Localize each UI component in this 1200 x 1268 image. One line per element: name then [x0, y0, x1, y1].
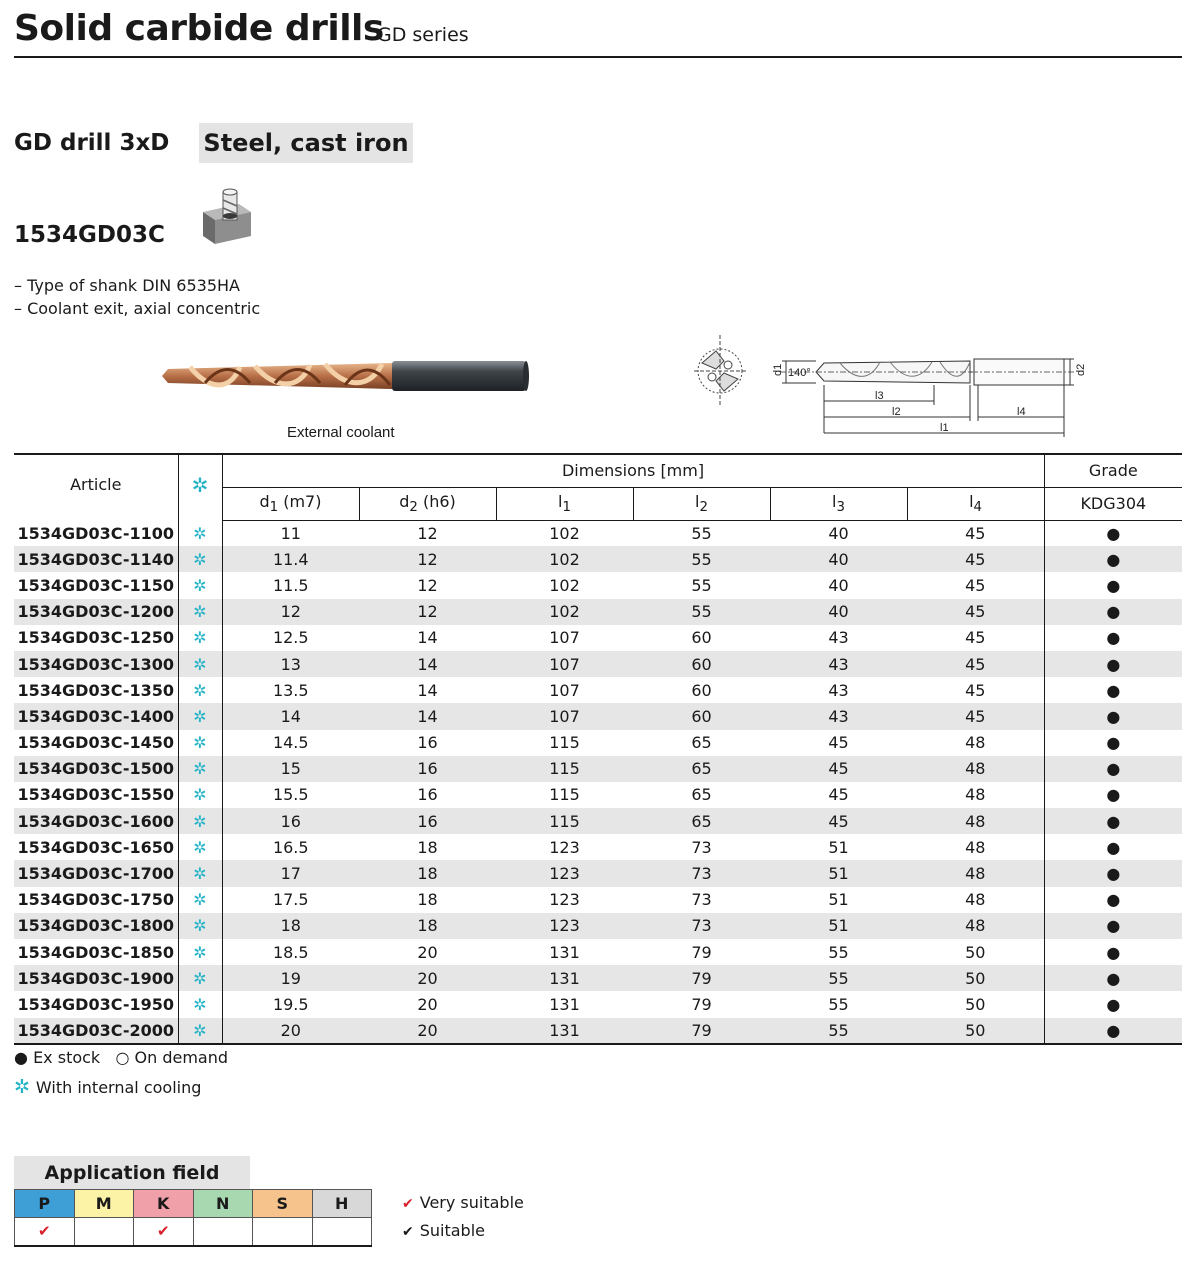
grade-availability-cell: ●: [1106, 890, 1121, 910]
internal-cooling-icon: ✲: [178, 651, 222, 677]
table-row: [14, 834, 1182, 860]
material-group-s-mark: [253, 1218, 313, 1246]
l3-cell: 51: [770, 913, 907, 939]
dim-d2-label: d2: [1075, 363, 1087, 376]
l1-cell: 123: [549, 890, 580, 910]
internal-cooling-icon: ✲: [178, 939, 222, 965]
l2-cell: 65: [691, 785, 712, 805]
d2-cell: 20: [417, 994, 438, 1014]
article-cell: 1534GD03C-1300: [14, 651, 178, 677]
d2-cell: 12: [359, 599, 496, 625]
material-group-n-mark: [193, 1218, 253, 1246]
internal-cooling-label: With internal cooling: [35, 1078, 202, 1097]
d1-cell: 15: [222, 756, 359, 782]
grade-availability-cell: ●: [1044, 599, 1182, 625]
d2-cell: 16: [417, 785, 438, 805]
material-group-h: H: [312, 1190, 372, 1218]
l4-cell: 45: [907, 520, 1044, 546]
l1-cell: 115: [496, 808, 633, 834]
material-group-h-mark: [312, 1218, 372, 1246]
l1-cell: 123: [496, 860, 633, 886]
internal-cooling-icon: ✲: [178, 546, 222, 572]
d1-cell: 16: [222, 808, 359, 834]
d1-cell: 19: [222, 965, 359, 991]
table-row: [14, 887, 1182, 913]
l2-cell: 55: [691, 575, 712, 595]
grade-availability-cell: ●: [1106, 837, 1121, 857]
stock-legend: [14, 1048, 228, 1067]
l4-cell: 45: [907, 599, 1044, 625]
article-cell: 1534GD03C-1500: [14, 756, 178, 782]
article-cell: 1534GD03C-1100: [14, 520, 178, 546]
l4-cell: 48: [907, 913, 1044, 939]
d1-cell: 18.5: [272, 942, 309, 962]
l2-cell: 65: [691, 733, 712, 753]
l1-cell: 102: [496, 546, 633, 572]
table-row: [14, 625, 1182, 651]
dim-d1-label: d1: [772, 363, 784, 376]
l4-cell: 48: [907, 887, 1044, 913]
d1-cell: 18: [222, 913, 359, 939]
cooling-legend: [14, 1076, 201, 1098]
grade-availability-cell: ●: [1106, 785, 1121, 805]
l1-cell: 131: [549, 942, 580, 962]
drill-end-view: [694, 335, 746, 407]
grade-availability-cell: ●: [1106, 994, 1121, 1014]
material-group-p-mark: ✔: [15, 1218, 75, 1246]
l2-cell: 79: [633, 1018, 770, 1044]
l2-cell: 73: [691, 890, 712, 910]
article-cell: 1534GD03C-1140: [14, 546, 178, 572]
article-cell: 1534GD03C-1200: [14, 599, 178, 625]
article-cell: 1534GD03C-1450: [14, 730, 178, 756]
article-cell: 1534GD03C-1250: [14, 625, 178, 651]
l3-cell: 40: [828, 523, 849, 543]
table-row: [14, 939, 1182, 965]
table-row: [14, 756, 1182, 782]
internal-cooling-icon: ✲: [178, 991, 222, 1017]
suitable-legend: [402, 1221, 485, 1240]
l2-cell: 65: [633, 808, 770, 834]
d1-cell: 12: [222, 599, 359, 625]
internal-cooling-icon: ✲: [178, 756, 222, 782]
d2-cell: 14: [417, 680, 438, 700]
application-field-title: Application field: [14, 1156, 250, 1189]
d2-cell: 18: [359, 860, 496, 886]
l4-cell: 45: [907, 572, 1044, 598]
grade-availability-cell: ●: [1044, 546, 1182, 572]
d1-cell: 15.5: [272, 785, 309, 805]
l3-cell: 51: [828, 837, 849, 857]
l1-cell: 115: [496, 756, 633, 782]
l4-cell: 48: [907, 730, 1044, 756]
l4-cell: 45: [907, 703, 1044, 729]
d1-cell: 12.5: [272, 628, 309, 648]
internal-cooling-icon: ✲: [178, 913, 222, 939]
article-cell: 1534GD03C-2000: [14, 1018, 178, 1044]
photo-caption: External coolant: [287, 424, 395, 441]
l1-cell: 131: [496, 1018, 633, 1044]
l4-cell: 45: [907, 677, 1044, 703]
internal-cooling-icon: ✲: [178, 887, 222, 913]
internal-cooling-icon: ✲: [178, 808, 222, 834]
grade-header: Grade: [1044, 454, 1182, 487]
grade-availability-cell: ●: [1044, 756, 1182, 782]
red-check-icon: ✔: [402, 1196, 414, 1212]
l2-cell: 60: [633, 703, 770, 729]
l3-cell: 43: [828, 628, 849, 648]
drill-image: [160, 355, 532, 399]
l4-cell: 50: [907, 1018, 1044, 1044]
grade-availability-cell: ●: [1044, 860, 1182, 886]
l1-cell: 123: [549, 837, 580, 857]
internal-cooling-icon: ✲: [178, 730, 222, 756]
d1-cell: 19.5: [272, 994, 309, 1014]
article-code: 1534GD03C: [14, 222, 165, 248]
d2-cell: 16: [359, 808, 496, 834]
col-l2: $l_2$: [633, 487, 770, 520]
table-row: [14, 572, 1182, 598]
material-group-n: N: [193, 1190, 253, 1218]
material-group-k-mark: ✔: [134, 1218, 194, 1246]
l3-cell: 55: [828, 942, 849, 962]
d2-cell: 18: [417, 890, 438, 910]
l1-cell: 102: [496, 599, 633, 625]
article-cell: 1534GD03C-1950: [14, 991, 178, 1017]
l3-cell: 45: [828, 785, 849, 805]
table-row: [14, 730, 1182, 756]
article-cell: 1534GD03C-1350: [14, 677, 178, 703]
grade-availability-cell: ●: [1044, 1018, 1182, 1044]
d1-cell: 13.5: [272, 680, 309, 700]
l4-cell: 45: [907, 651, 1044, 677]
l4-cell: 45: [907, 625, 1044, 651]
page-header: [14, 6, 1182, 58]
article-cell: 1534GD03C-1800: [14, 913, 178, 939]
d2-cell: 18: [417, 837, 438, 857]
material-badge: Steel, cast iron: [199, 123, 413, 163]
article-cell: 1534GD03C-1750: [14, 887, 178, 913]
page-title: Solid carbide drills: [14, 8, 384, 49]
l1-cell: 107: [496, 651, 633, 677]
l2-cell: 60: [691, 628, 712, 648]
article-header: Article: [14, 454, 178, 520]
l2-cell: 79: [633, 965, 770, 991]
table-row: [14, 1018, 1182, 1044]
l3-cell: 40: [770, 599, 907, 625]
dimensions-header: Dimensions [mm]: [222, 454, 1044, 487]
d2-cell: 16: [417, 733, 438, 753]
d1-cell: 17: [222, 860, 359, 886]
l3-cell: 51: [770, 860, 907, 886]
internal-cooling-icon: ✲: [178, 1018, 222, 1044]
grade-availability-cell: ●: [1044, 808, 1182, 834]
l1-cell: 107: [549, 628, 580, 648]
article-cell: 1534GD03C-1150: [14, 572, 178, 598]
table-row: [14, 703, 1182, 729]
black-check-icon: ✔: [402, 1224, 414, 1240]
l4-cell: 50: [907, 991, 1044, 1017]
l2-cell: 60: [633, 651, 770, 677]
internal-cooling-icon: ✲: [178, 703, 222, 729]
on-demand-label: On demand: [134, 1048, 229, 1067]
internal-cooling-icon: ✲: [14, 1076, 30, 1098]
ex-stock-label: Ex stock: [33, 1048, 101, 1067]
material-group-p: P: [15, 1190, 75, 1218]
col-grade-code: KDG304: [1044, 487, 1182, 520]
l1-cell: 107: [549, 680, 580, 700]
d2-cell: 14: [359, 651, 496, 677]
l3-cell: 40: [770, 546, 907, 572]
l2-cell: 79: [691, 994, 712, 1014]
spec-table: [14, 453, 1182, 1045]
angle-label: 140°: [788, 367, 811, 379]
table-row: [14, 520, 1182, 546]
material-group-k: K: [134, 1190, 194, 1218]
article-cell: 1534GD03C-1550: [14, 782, 178, 808]
d2-cell: 20: [417, 942, 438, 962]
d1-cell: 14: [222, 703, 359, 729]
l2-cell: 55: [633, 546, 770, 572]
grade-availability-cell: ●: [1106, 575, 1121, 595]
l1-cell: 131: [549, 994, 580, 1014]
l3-cell: 45: [770, 756, 907, 782]
l4-cell: 50: [907, 939, 1044, 965]
l3-cell: 55: [770, 1018, 907, 1044]
internal-cooling-icon: ✲: [178, 677, 222, 703]
d1-cell: 14.5: [272, 733, 309, 753]
grade-availability-cell: ●: [1106, 523, 1121, 543]
l4-cell: 45: [907, 546, 1044, 572]
very-suitable-label: Very suitable: [419, 1193, 524, 1212]
internal-cooling-icon: ✲: [178, 572, 222, 598]
table-row: [14, 991, 1182, 1017]
grade-availability-cell: ●: [1106, 680, 1121, 700]
through-hole-icon: [199, 186, 253, 248]
d2-cell: 14: [417, 628, 438, 648]
col-l3: $l_3$: [770, 487, 907, 520]
d2-cell: 16: [359, 756, 496, 782]
grade-availability-cell: ●: [1044, 651, 1182, 677]
l3-cell: 55: [828, 994, 849, 1014]
d2-cell: 20: [359, 965, 496, 991]
l3-cell: 40: [828, 575, 849, 595]
d1-cell: 20: [222, 1018, 359, 1044]
l1-cell: 131: [496, 965, 633, 991]
d1-cell: 11.5: [272, 575, 309, 595]
series-label: GD series: [377, 24, 469, 46]
l2-cell: 73: [633, 860, 770, 886]
l3-cell: 45: [828, 733, 849, 753]
d1-cell: 17.5: [272, 890, 309, 910]
l2-cell: 73: [691, 837, 712, 857]
article-cell: 1534GD03C-1700: [14, 860, 178, 886]
material-group-m: M: [74, 1190, 134, 1218]
l3-cell: 55: [770, 965, 907, 991]
l2-cell: 73: [633, 913, 770, 939]
l4-cell: 48: [907, 808, 1044, 834]
l4-cell: 50: [907, 965, 1044, 991]
internal-cooling-icon: ✲: [178, 834, 222, 860]
material-group-m-mark: [74, 1218, 134, 1246]
table-row: [14, 913, 1182, 939]
l4-cell: 48: [907, 782, 1044, 808]
grade-availability-cell: ●: [1044, 965, 1182, 991]
l3-cell: 43: [828, 680, 849, 700]
grade-availability-cell: ●: [1106, 628, 1121, 648]
dim-l1-label: l1: [940, 422, 949, 434]
d1-cell: 11: [280, 523, 301, 543]
d2-cell: 18: [359, 913, 496, 939]
l3-cell: 45: [770, 808, 907, 834]
table-row: [14, 599, 1182, 625]
l4-cell: 48: [907, 756, 1044, 782]
internal-cooling-icon: ✲: [178, 782, 222, 808]
very-suitable-legend: [402, 1193, 524, 1212]
cooling-header-icon: ✲: [178, 454, 222, 520]
on-demand-circle-icon: ○: [115, 1048, 130, 1067]
d1-cell: 13: [222, 651, 359, 677]
d2-cell: 12: [417, 575, 438, 595]
l2-cell: 65: [633, 756, 770, 782]
d2-cell: 20: [359, 1018, 496, 1044]
col-d1: $d_1$ (m7): [222, 487, 359, 520]
article-cell: 1534GD03C-1600: [14, 808, 178, 834]
internal-cooling-icon: ✲: [178, 599, 222, 625]
l1-cell: 115: [549, 733, 580, 753]
l3-cell: 43: [770, 651, 907, 677]
internal-cooling-icon: ✲: [178, 520, 222, 546]
feature-coolant: – Coolant exit, axial concentric: [14, 299, 261, 318]
d1-cell: 16.5: [272, 837, 309, 857]
article-cell: 1534GD03C-1650: [14, 834, 178, 860]
table-row: [14, 782, 1182, 808]
internal-cooling-icon: ✲: [178, 860, 222, 886]
grade-availability-cell: ●: [1044, 913, 1182, 939]
col-d2: $d_2$ (h6): [359, 487, 496, 520]
d2-cell: 12: [359, 546, 496, 572]
d2-cell: 12: [417, 523, 438, 543]
internal-cooling-icon: ✲: [178, 965, 222, 991]
material-group-s: S: [253, 1190, 313, 1218]
l3-cell: 51: [828, 890, 849, 910]
table-row: [14, 965, 1182, 991]
l4-cell: 48: [907, 860, 1044, 886]
suitable-label: Suitable: [419, 1221, 485, 1240]
article-cell: 1534GD03C-1400: [14, 703, 178, 729]
grade-availability-cell: ●: [1106, 942, 1121, 962]
ex-stock-dot-icon: ●: [14, 1048, 28, 1067]
l3-cell: 43: [770, 703, 907, 729]
col-l4: $l_4$: [907, 487, 1044, 520]
internal-cooling-icon: ✲: [178, 625, 222, 651]
col-l1: $l_1$: [496, 487, 633, 520]
table-row: [14, 546, 1182, 572]
l1-cell: 102: [549, 575, 580, 595]
l1-cell: 107: [496, 703, 633, 729]
d2-cell: 14: [359, 703, 496, 729]
application-field-table: [14, 1189, 372, 1247]
article-cell: 1534GD03C-1850: [14, 939, 178, 965]
grade-availability-cell: ●: [1106, 733, 1121, 753]
dim-l3-label: l3: [875, 390, 884, 402]
feature-shank: – Type of shank DIN 6535HA: [14, 276, 240, 295]
drill-name: GD drill 3xD: [14, 130, 170, 156]
l1-cell: 115: [549, 785, 580, 805]
l2-cell: 79: [691, 942, 712, 962]
table-row: [14, 860, 1182, 886]
dim-l2-label: l2: [892, 406, 901, 418]
dim-l4-label: l4: [1017, 406, 1026, 418]
grade-availability-cell: ●: [1044, 703, 1182, 729]
table-row: [14, 808, 1182, 834]
l2-cell: 60: [691, 680, 712, 700]
technical-drawing: [690, 333, 1090, 443]
l2-cell: 55: [691, 523, 712, 543]
d1-cell: 11.4: [222, 546, 359, 572]
l2-cell: 55: [633, 599, 770, 625]
article-cell: 1534GD03C-1900: [14, 965, 178, 991]
l1-cell: 102: [549, 523, 580, 543]
l4-cell: 48: [907, 834, 1044, 860]
table-row: [14, 677, 1182, 703]
table-row: [14, 651, 1182, 677]
l1-cell: 123: [496, 913, 633, 939]
